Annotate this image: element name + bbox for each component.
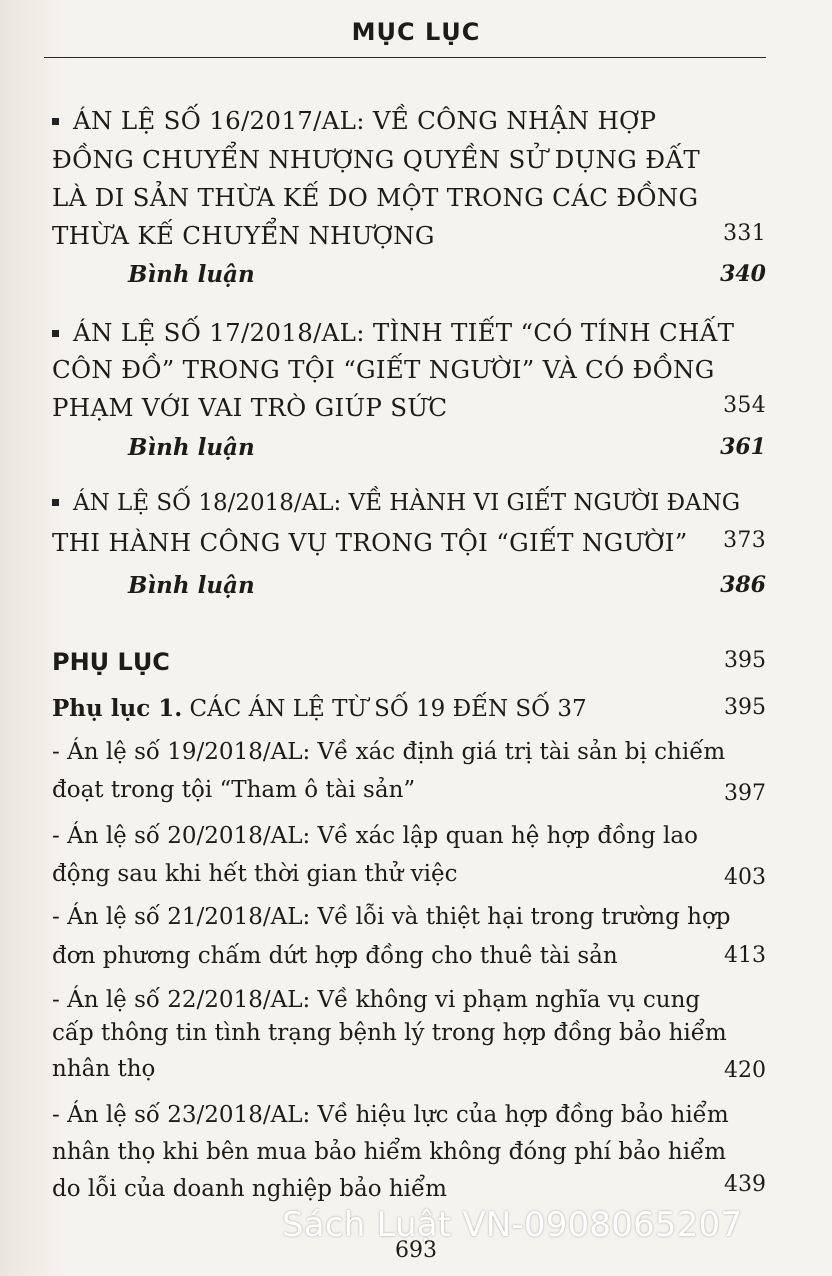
entry-1-commentary-page: 340 (720, 261, 766, 287)
precedent-22-line-1: - Án lệ số 22/2018/AL: Về không vi phạm nghĩa vụ cung (52, 987, 701, 1013)
entry-1-line-3: LÀ DI SẢN THỪA KẾ DO MỘT TRONG CÁC ĐỒNG (52, 183, 699, 212)
precedent-23-line-3: do lỗi của doanh nghiệp bảo hiểm 439 (52, 1172, 766, 1202)
precedent-22-line-2: cấp thông tin tình trạng bệnh lý trong hợp đồng bảo hiểm (52, 1020, 727, 1046)
appendix-1-heading: Phụ lục 1. CÁC ÁN LỆ TỪ SỐ 19 ĐẾN SỐ 37 395 (52, 695, 766, 722)
entry-2-line-2: CÔN ĐỒ” TRONG TỘI “GIẾT NGƯỜI” VÀ CÓ ĐỒNG (52, 355, 715, 384)
precedent-20-page: 403 (724, 865, 766, 890)
running-head-title: MỤC LỤC (351, 18, 481, 46)
entry-3-page: 373 (723, 528, 766, 553)
entry-1-page: 331 (723, 221, 766, 246)
entry-3-line-2: THI HÀNH CÔNG VỤ TRONG TỘI “GIẾT NGƯỜI” 373 (52, 528, 766, 557)
precedent-19-line-2: đoạt trong tội “Tham ô tài sản” 397 (52, 777, 766, 806)
precedent-19-page: 397 (724, 781, 766, 806)
precedent-23-line-2: nhân thọ khi bên mua bảo hiểm không đóng phí bảo hiểm (52, 1139, 727, 1165)
header-rule (44, 57, 766, 58)
watermark-text: Sách Luật VN-0908065207 (282, 1205, 743, 1245)
entry-2-commentary: Bình luận 361 (128, 434, 766, 461)
precedent-22-line-3: nhân thọ 420 (52, 1056, 766, 1083)
entry-3-commentary-page: 386 (720, 572, 766, 598)
entry-1-line-4: THỪA KẾ CHUYỂN NHƯỢNG 331 (52, 221, 766, 250)
precedent-21-line-2: đơn phương chấm dứt hợp đồng cho thuê tài sản 413 (52, 943, 766, 969)
appendix-heading: PHỤ LỤC 395 (52, 648, 766, 676)
precedent-22-page: 420 (724, 1058, 766, 1083)
entry-2-line-3: PHẠM VỚI VAI TRÒ GIÚP SỨC 354 (52, 393, 766, 422)
square-bullet-icon (52, 330, 59, 337)
entry-1-commentary: Bình luận 340 (128, 261, 766, 288)
precedent-21-line-1: - Án lệ số 21/2018/AL: Về lỗi và thiệt hại trong trường hợp (52, 904, 731, 930)
precedent-21-page: 413 (724, 943, 766, 968)
square-bullet-icon (52, 499, 59, 506)
entry-1-line-1: ÁN LỆ SỐ 16/2017/AL: VỀ CÔNG NHẬN HỢP (52, 106, 766, 135)
precedent-23-line-1: - Án lệ số 23/2018/AL: Về hiệu lực của hợp đồng bảo hiểm (52, 1102, 729, 1128)
entry-2-commentary-page: 361 (720, 434, 766, 460)
appendix-page: 395 (724, 648, 766, 673)
precedent-20-line-1: - Án lệ số 20/2018/AL: Về xác lập quan hệ hợp đồng lao (52, 823, 698, 849)
appendix-1-page: 395 (724, 695, 766, 720)
entry-2-line-1: ÁN LỆ SỐ 17/2018/AL: TÌNH TIẾT “CÓ TÍNH CHẤT (52, 318, 766, 347)
precedent-23-page: 439 (724, 1172, 766, 1197)
entry-1-line-2: ĐỒNG CHUYỂN NHƯỢNG QUYỀN SỬ DỤNG ĐẤT (52, 145, 700, 174)
entry-3-commentary: Bình luận 386 (128, 572, 766, 599)
square-bullet-icon (52, 118, 59, 125)
precedent-19-line-1: - Án lệ số 19/2018/AL: Về xác định giá trị tài sản bị chiếm (52, 739, 726, 765)
precedent-20-line-2: động sau khi hết thời gian thử việc 403 (52, 861, 766, 890)
entry-3-line-1: ÁN LỆ SỐ 18/2018/AL: VỀ HÀNH VI GIẾT NGƯỜI ĐANG (52, 490, 766, 516)
page-number: 693 (395, 1238, 437, 1263)
entry-2-page: 354 (723, 393, 766, 418)
